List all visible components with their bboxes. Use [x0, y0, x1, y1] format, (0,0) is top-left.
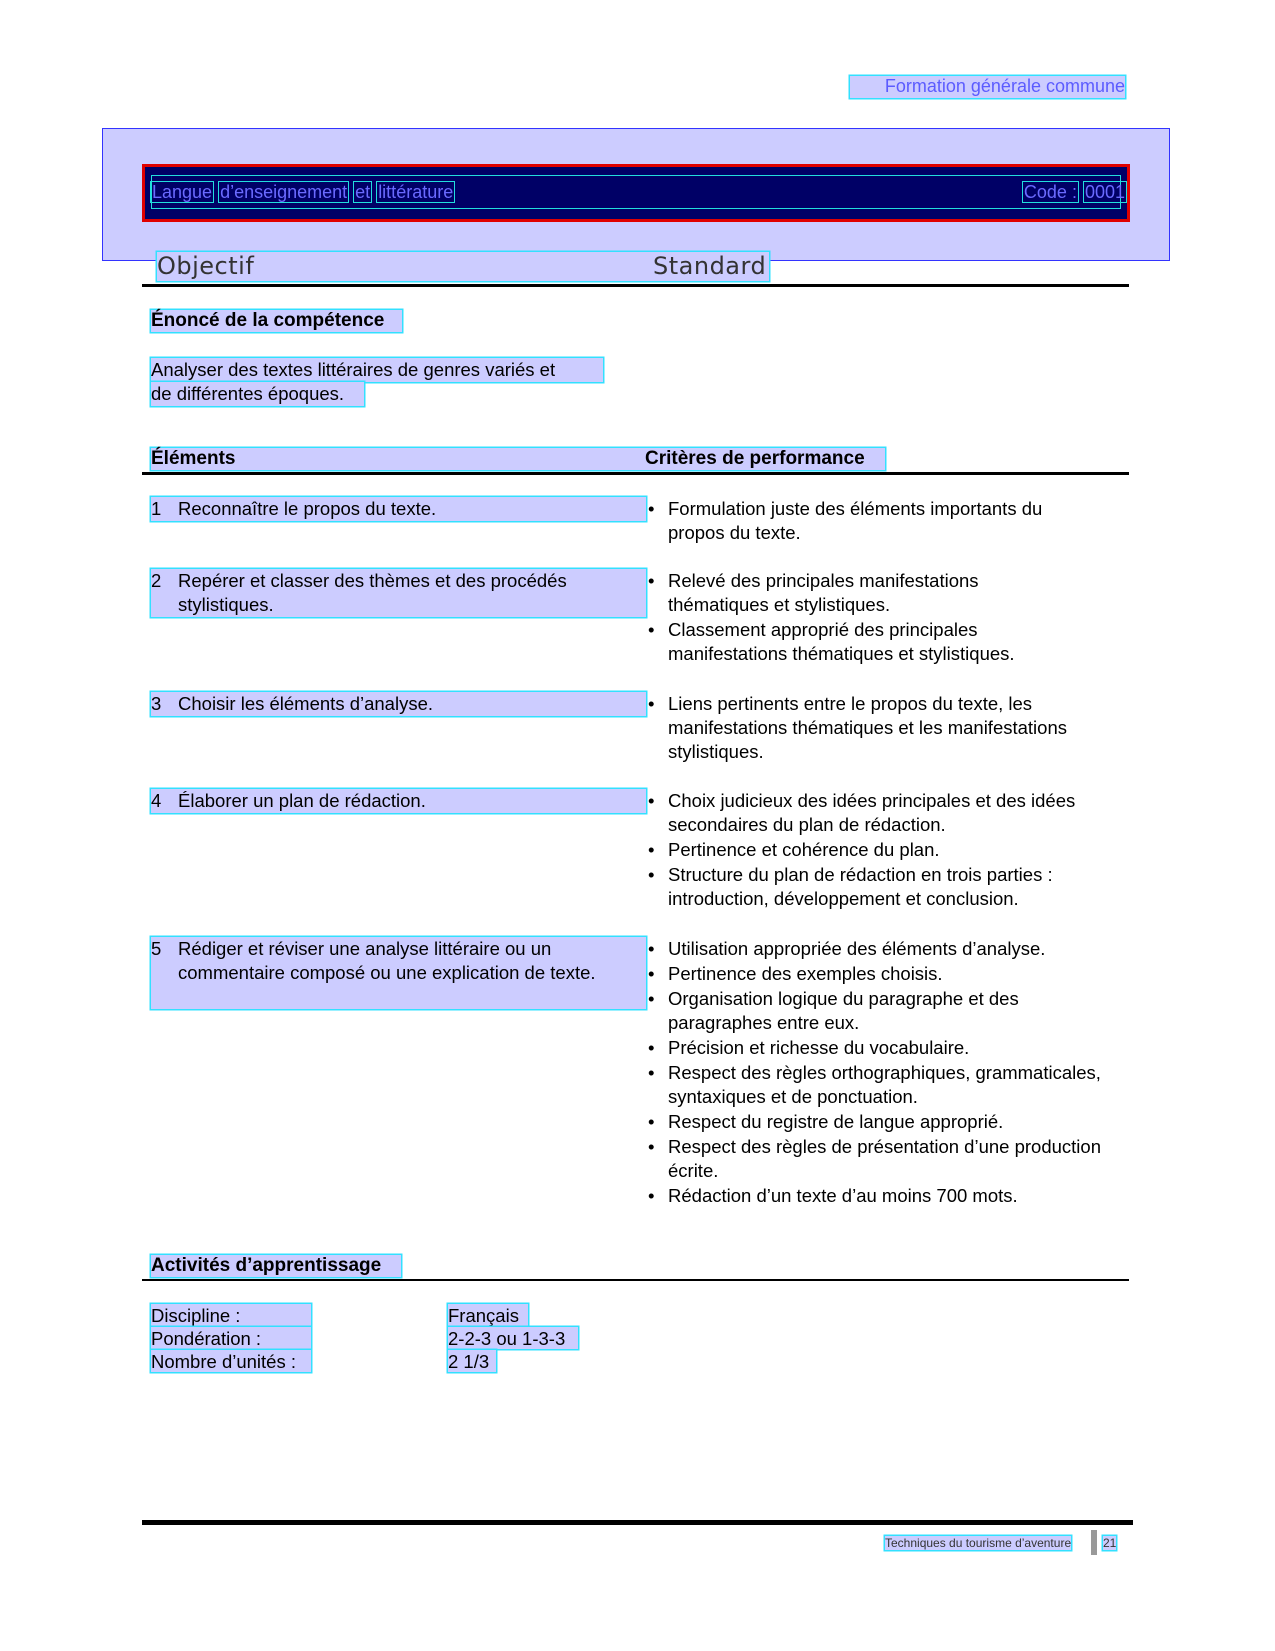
title-word: et [355, 182, 371, 202]
element-item [151, 789, 646, 813]
criterion: • Choix judicieux des idées principales et des idées secondaires du plan de rédaction. [646, 789, 1106, 837]
title-word: Langue [152, 182, 213, 202]
criteria-list [646, 789, 1106, 912]
criterion: • Respect des règles de présentation d’une production écrite. [646, 1135, 1111, 1183]
page-number: 21 [1103, 1536, 1117, 1550]
element-text: Rédiger et réviser une analyse littéraire ou un commentaire composé ou une explication de texte. [178, 938, 596, 983]
competence-line: de différentes époques. [151, 382, 364, 406]
page-separator [1091, 1530, 1097, 1555]
element-number: 4 [151, 790, 162, 811]
objective-label-row [157, 252, 769, 281]
meta-label: Discipline : [151, 1304, 311, 1326]
element-text: Choisir les éléments d’analyse. [178, 693, 434, 714]
course-code [1018, 182, 1127, 203]
criterion: • Respect des règles orthographiques, grammaticales, syntaxiques et de ponctuation. [646, 1061, 1111, 1109]
program-header: Formation générale commune [850, 76, 1125, 98]
criterion: • Liens pertinents entre le propos du texte, les manifestations thématiques et les manifestations stylistiques. [646, 692, 1116, 764]
element-number: 5 [151, 938, 162, 959]
table-heading-row [151, 448, 885, 470]
criterion: • Formulation juste des éléments importants du propos du texte. [646, 497, 1088, 545]
element-item [151, 937, 646, 1009]
code-label: Code : [1023, 182, 1077, 202]
criterion: • Pertinence et cohérence du plan. [646, 838, 1106, 862]
criteria-list [646, 569, 1016, 667]
elements-heading: Éléments [151, 448, 236, 469]
criteria-list [646, 937, 1111, 1209]
course-title [150, 182, 459, 203]
element-item [151, 497, 646, 521]
element-number: 3 [151, 693, 162, 714]
meta-value: 2-2-3 ou 1-3-3 [448, 1327, 578, 1349]
criterion: • Relevé des principales manifestations thématiques et stylistiques. [646, 569, 1016, 617]
criteria-list [646, 692, 1116, 765]
footer-program: Techniques du tourisme d’aventure [885, 1536, 1072, 1550]
criterion: • Utilisation appropriée des éléments d’analyse. [646, 937, 1111, 961]
objective-label: Objectif [157, 252, 255, 280]
element-number: 2 [151, 570, 162, 591]
element-item [151, 692, 646, 716]
code-value: 0001 [1084, 182, 1125, 202]
divider [142, 472, 1129, 475]
competence-heading: Énoncé de la compétence [151, 310, 402, 332]
criterion: • Précision et richesse du vocabulaire. [646, 1036, 1111, 1060]
criterion: • Organisation logique du paragraphe et des paragraphes entre eux. [646, 987, 1111, 1035]
element-number: 1 [151, 498, 162, 519]
element-item [151, 569, 646, 617]
meta-label: Pondération : [151, 1327, 311, 1349]
element-text: Repérer et classer des thèmes et des procédés stylistiques. [178, 570, 567, 615]
divider [142, 1279, 1129, 1281]
criteria-heading: Critères de performance [645, 448, 865, 469]
element-text: Reconnaître le propos du texte. [178, 498, 437, 519]
meta-value: 2 1/3 [448, 1350, 496, 1372]
meta-label: Nombre d’unités : [151, 1350, 311, 1372]
criterion: • Pertinence des exemples choisis. [646, 962, 1111, 986]
competence-line: Analyser des textes littéraires de genres variés et [151, 358, 603, 382]
criterion: • Respect du registre de langue approprié. [646, 1110, 1111, 1134]
criterion: • Structure du plan de rédaction en trois parties : introduction, développement et conclusion. [646, 863, 1106, 911]
meta-value: Français [448, 1304, 528, 1326]
title-word: littérature [378, 182, 454, 202]
criterion: • Rédaction d’un texte d’au moins 700 mots. [646, 1184, 1111, 1208]
divider [142, 284, 1129, 287]
criteria-list [646, 497, 1088, 546]
footer-rule [142, 1520, 1133, 1525]
criterion: • Classement approprié des principales manifestations thématiques et stylistiques. [646, 618, 1016, 666]
element-text: Élaborer un plan de rédaction. [178, 790, 426, 811]
title-word: d’enseignement [220, 182, 348, 202]
standard-label: Standard [653, 252, 767, 280]
activities-heading: Activités d’apprentissage [151, 1255, 401, 1277]
